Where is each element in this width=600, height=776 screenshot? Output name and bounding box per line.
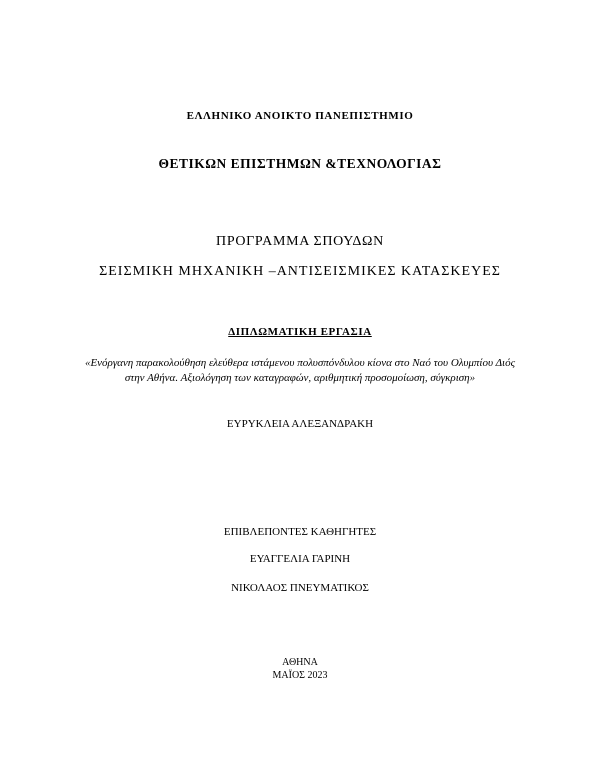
thesis-title: «Ενόργανη παρακολούθηση ελεύθερα ιστάμενου πολυσπόνδυλου κίονα στο Ναό του Ολυμπίου Διός στην Αθήνα. Αξιολόγηση των καταγραφών, αριθμητική προσομοίωση, σύγκριση» — [84, 357, 516, 384]
supervisor-name: ΝΙΚΟΛΑΟΣ ΠΝΕΥΜΑΤΙΚΟΣ — [231, 582, 369, 594]
city: ΑΘΗΝΑ — [282, 657, 318, 668]
faculty-name: ΘΕΤΙΚΩΝ ΕΠΙΣΤΗΜΩΝ &ΤΕΧΝΟΛΟΓΙΑΣ — [158, 156, 442, 171]
program-label: ΠΡΟΓΡΑΜΜΑ ΣΠΟΥΔΩΝ — [216, 234, 384, 249]
author-name: ΕΥΡΥΚΛΕΙΑ ΑΛΕΞΑΝΔΡΑΚΗ — [226, 418, 374, 430]
date: ΜΑΪΟΣ 2023 — [272, 670, 328, 681]
supervisor-name: ΕΥΑΓΓΕΛΙΑ ΓΑΡΙΝΗ — [249, 553, 351, 565]
supervisors-label: ΕΠΙΒΛΕΠΟΝΤΕΣ ΚΑΘΗΓΗΤΕΣ — [223, 526, 377, 538]
program-name: ΣΕΙΣΜΙΚΗ ΜΗΧΑΝΙΚΗ –ΑΝΤΙΣΕΙΣΜΙΚΕΣ ΚΑΤΑΣΚΕΥΕΣ — [99, 264, 501, 279]
thesis-label: ΔΙΠΛΩΜΑΤΙΚΗ ΕΡΓΑΣΙΑ — [228, 326, 372, 338]
university-name: ΕΛΛΗΝΙΚΟ ΑΝΟΙΚΤΟ ΠΑΝΕΠΙΣΤΗΜΙΟ — [186, 110, 414, 122]
